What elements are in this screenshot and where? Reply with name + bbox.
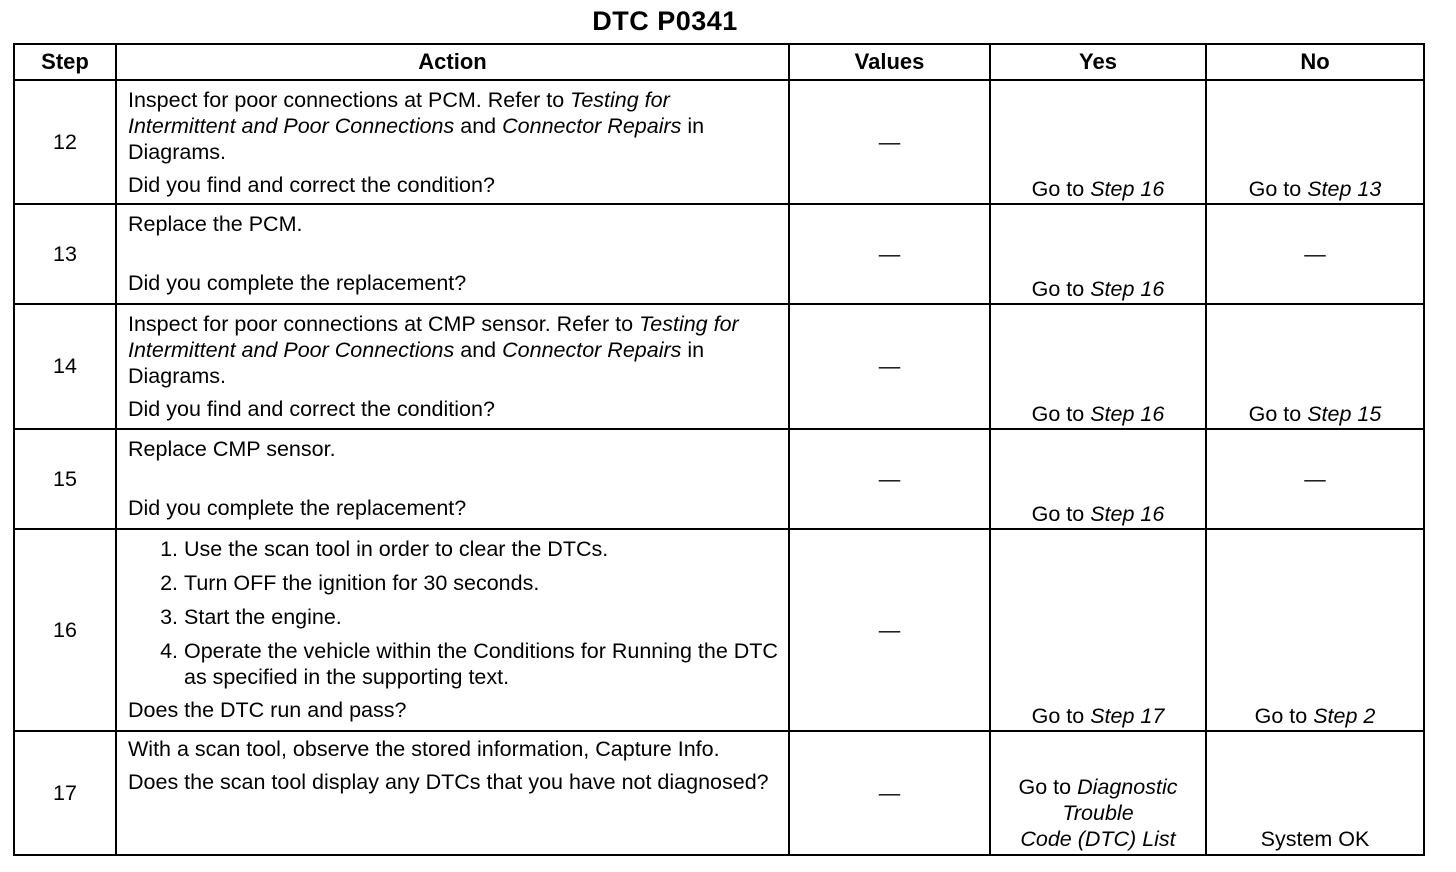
action-cell [116, 204, 789, 304]
table-row-step-14 [14, 304, 1424, 429]
action-question: Does the scan tool display any DTCs that you have not diagnosed? [128, 770, 769, 794]
table-row-step-15 [14, 429, 1424, 529]
values-cell: — [789, 529, 990, 731]
action-question: Did you complete the replacement? [128, 271, 467, 295]
action-question: Did you find and correct the condition? [128, 397, 495, 421]
table-row-step-12 [14, 80, 1424, 204]
action-instruction: Inspect for poor connections at PCM. Refer to Testing for Intermittent and Poor Connections and Connector Repairs in Diagrams. [128, 88, 705, 164]
step-number: 16 [14, 529, 116, 731]
yes-cell: Go to Step 16 [990, 80, 1206, 204]
action-cell [116, 80, 789, 204]
values-cell: — [789, 80, 990, 204]
values-cell: — [789, 429, 990, 529]
values-cell: — [789, 731, 990, 855]
action-question: Did you complete the replacement? [128, 496, 467, 520]
procedure-list [128, 536, 778, 690]
action-cell [116, 529, 789, 731]
table-row-step-17 [14, 731, 1424, 855]
step-number: 17 [14, 731, 116, 855]
no-cell: Go to Step 13 [1206, 80, 1424, 204]
column-header-no: No [1206, 44, 1424, 80]
action-instruction: Inspect for poor connections at CMP sensor. Refer to Testing for Intermittent and Poor Connections and Connector Repairs in Diagrams. [128, 312, 739, 388]
page-title: DTC P0341 [592, 6, 738, 36]
table-row-step-16 [14, 529, 1424, 731]
table-row-step-13 [14, 204, 1424, 304]
yes-cell: Go to Step 16 [990, 429, 1206, 529]
action-instruction: Replace CMP sensor. [128, 437, 336, 461]
action-instruction: With a scan tool, observe the stored information, Capture Info. [128, 737, 720, 761]
no-cell: — [1206, 429, 1424, 529]
yes-cell: Go to Step 16 [990, 204, 1206, 304]
yes-cell: Go to Diagnostic Trouble Code (DTC) List [990, 731, 1206, 855]
no-cell: Go to Step 2 [1206, 529, 1424, 731]
list-item: 3. Start the engine. [184, 604, 778, 630]
column-header-action: Action [116, 44, 789, 80]
step-number: 12 [14, 80, 116, 204]
diagnostic-table [13, 43, 1425, 856]
action-question: Does the DTC run and pass? [128, 698, 407, 722]
no-cell: System OK [1206, 731, 1424, 855]
action-cell [116, 731, 789, 855]
action-question: Did you find and correct the condition? [128, 173, 495, 197]
list-item: 4. Operate the vehicle within the Conditions for Running the DTC as specified in the supporting text. [184, 638, 778, 690]
column-header-step: Step [14, 44, 116, 80]
action-cell [116, 304, 789, 429]
step-number: 13 [14, 204, 116, 304]
column-header-yes: Yes [990, 44, 1206, 80]
step-number: 14 [14, 304, 116, 429]
list-item: 1. Use the scan tool in order to clear the DTCs. [184, 536, 778, 562]
no-cell: — [1206, 204, 1424, 304]
yes-cell: Go to Step 16 [990, 304, 1206, 429]
step-number: 15 [14, 429, 116, 529]
column-header-values: Values [789, 44, 990, 80]
list-item: 2. Turn OFF the ignition for 30 seconds. [184, 570, 778, 596]
action-instruction: Replace the PCM. [128, 212, 303, 236]
values-cell: — [789, 304, 990, 429]
values-cell: — [789, 204, 990, 304]
yes-cell: Go to Step 17 [990, 529, 1206, 731]
table-header-row [14, 44, 1424, 80]
no-cell: Go to Step 15 [1206, 304, 1424, 429]
action-cell [116, 429, 789, 529]
